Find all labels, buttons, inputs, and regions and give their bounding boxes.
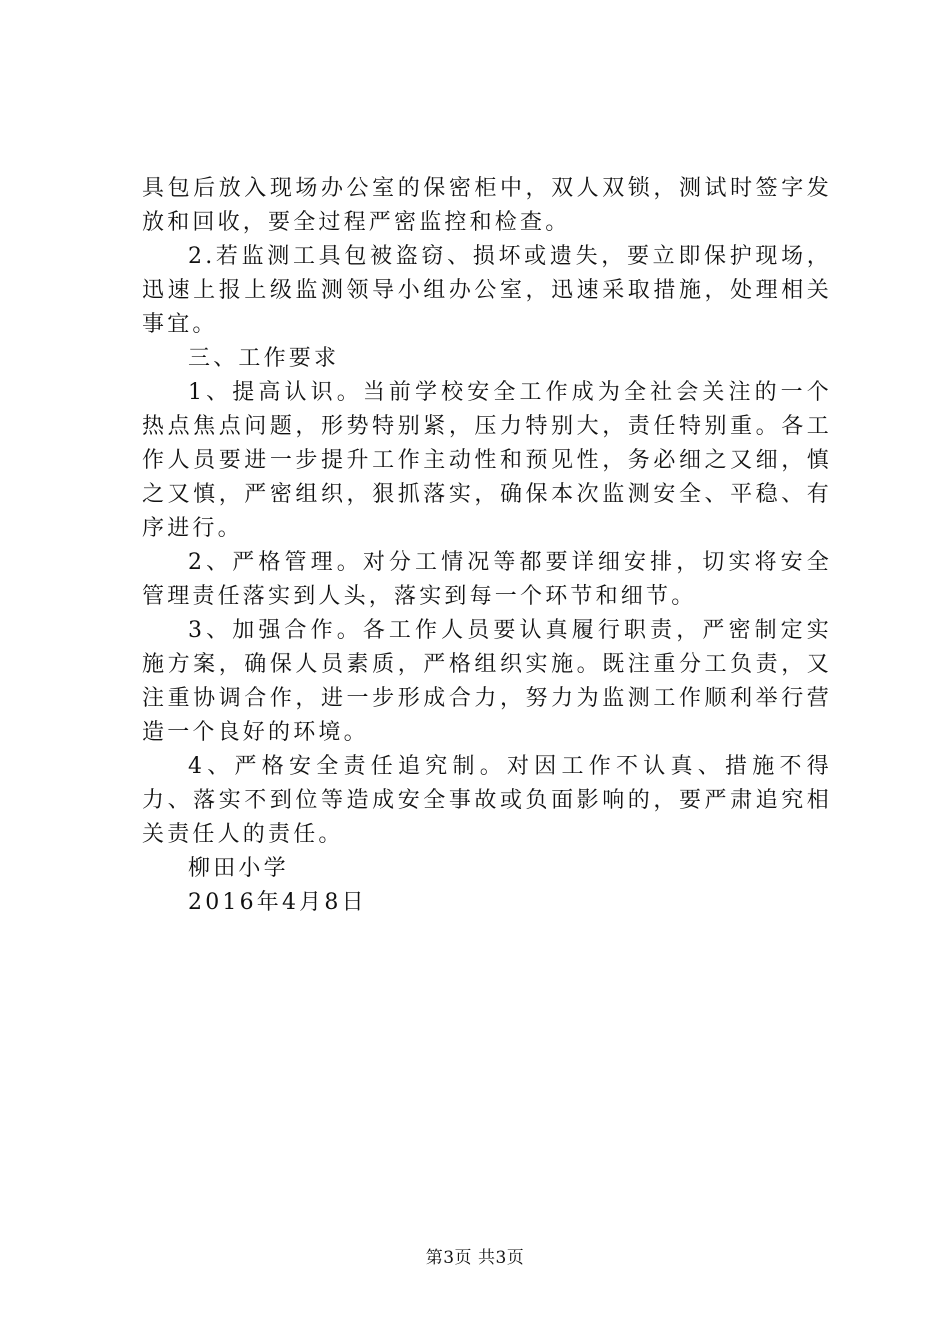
requirement-4: 4、严格安全责任追究制。对因工作不认真、措施不得力、落实不到位等造成安全事故或负面影响的，要严肃追究相关责任人的责任。 [142,754,832,847]
page-number-footer: 第3页 共3页 [425,1248,525,1268]
paragraph-item-2: 2.若监测工具包被盗窃、损坏或遗失，要立即保护现场，迅速上报上级监测领导小组办公室，迅速采取措施，处理相关事宜。 [142,244,832,337]
paragraph-continuation: 具包后放入现场办公室的保密柜中，双人双锁，测试时签字发放和回收，要全过程严密监控和检查。 [142,176,832,235]
signature-date: 2016年4月8日 [188,890,367,915]
section-heading-work-requirements: 三、工作要求 [188,346,340,371]
signature-school-name: 柳田小学 [188,856,289,881]
requirement-2: 2、严格管理。对分工情况等都要详细安排，切实将安全管理责任落实到人头，落实到每一个环节和细节。 [142,550,832,609]
document-body [142,172,832,920]
requirement-3: 3、加强合作。各工作人员要认真履行职责，严密制定实施方案，确保人员素质，严格组织实施。既注重分工负责，又注重协调合作，进一步形成合力，努力为监测工作顺利举行营造一个良好的环境。 [142,618,832,745]
requirement-1: 1、提高认识。当前学校安全工作成为全社会关注的一个热点焦点问题，形势特别紧，压力特别大，责任特别重。各工作人员要进一步提升工作主动性和预见性，务必细之又细，慎之又慎，严密组织，狠抓落实，确保本次监测安全、平稳、有序进行。 [142,380,832,541]
